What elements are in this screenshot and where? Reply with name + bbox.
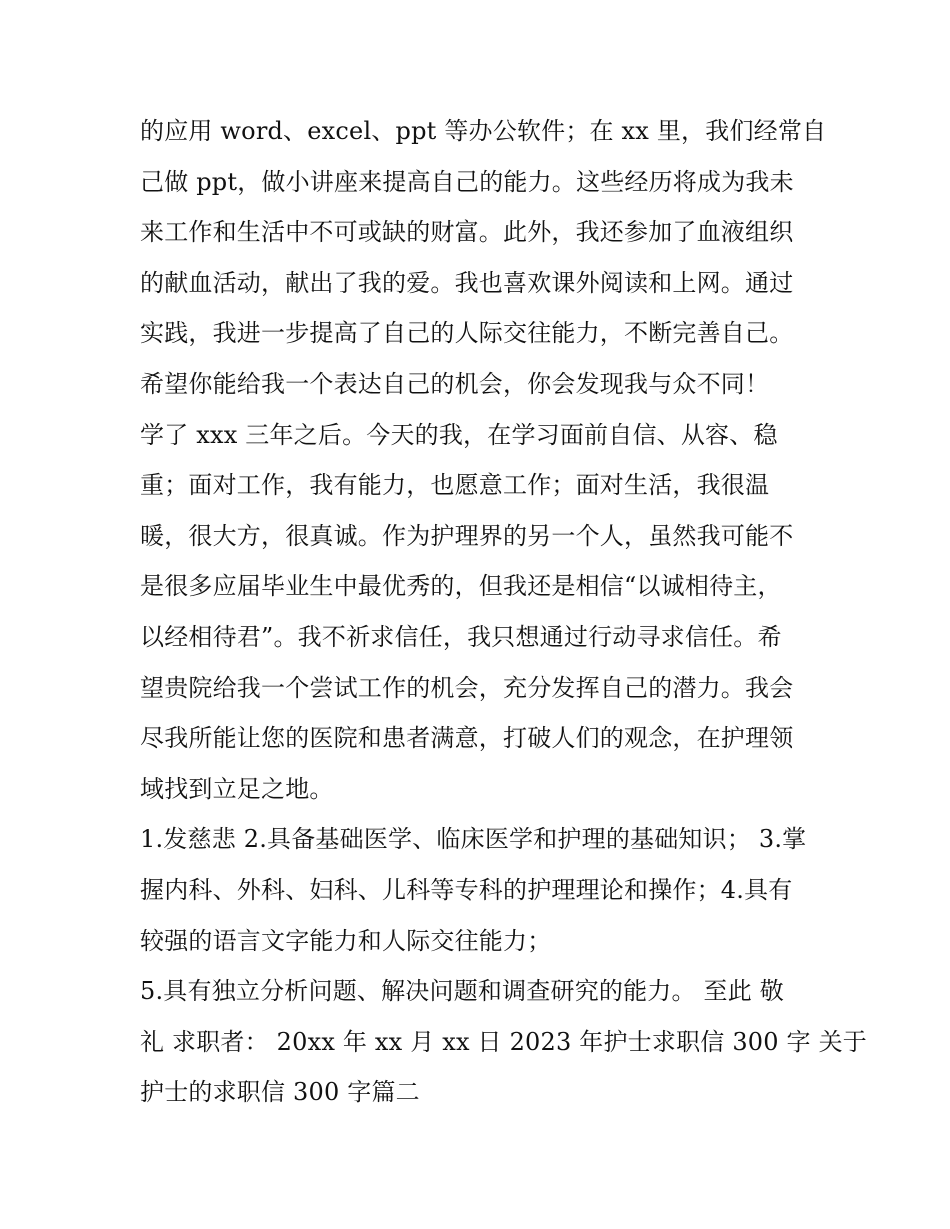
- text-line: 学了 xxx 三年之后。今天的我，在学习面前自信、从容、稳: [140, 420, 778, 449]
- text-line: 望贵院给我一个尝试工作的机会，充分发挥自己的潜力。我会: [140, 673, 794, 702]
- text-line: 来工作和生活中不可或缺的财富。此外，我还参加了血液组织: [140, 218, 794, 247]
- text-line: 实践，我进一步提高了自己的人际交往能力，不断完善自己。: [140, 319, 794, 348]
- text-line: 希望你能给我一个表达自己的机会，你会发现我与众不同！: [140, 369, 770, 398]
- text-line: 己做 ppt，做小讲座来提高自己的能力。这些经历将成为我未: [140, 167, 794, 196]
- text-line: 以经相待君”。我不祈求信任，我只想通过行动寻求信任。希: [140, 622, 782, 651]
- text-line: 5.具有独立分析问题、解决问题和调查研究的能力。 至此 敬: [140, 977, 784, 1006]
- text-line: 尽我所能让您的医院和患者满意，打破人们的观念，在护理领: [140, 724, 794, 753]
- text-line: 礼 求职者： 20xx 年 xx 月 xx 日 2023 年护士求职信 300 字 关于: [140, 1027, 867, 1056]
- text-line: 是很多应届毕业生中最优秀的，但我还是相信“以诚相待主，: [140, 572, 782, 601]
- text-line: 域找到立足之地。: [140, 774, 334, 803]
- text-line: 暖，很大方，很真诚。作为护理界的另一个人，虽然我可能不: [140, 521, 794, 550]
- document-body: [140, 106, 867, 1118]
- text-line: 护士的求职信 300 字篇二: [140, 1078, 420, 1107]
- text-line: 的应用 word、excel、ppt 等办公软件；在 xx 里，我们经常自: [140, 117, 827, 145]
- text-line: 握内科、外科、妇科、儿科等专科的护理理论和操作；4.具有: [140, 875, 793, 904]
- text-line: 的献血活动，献出了我的爱。我也喜欢课外阅读和上网。通过: [140, 268, 794, 297]
- text-line: 重；面对工作，我有能力，也愿意工作；面对生活，我很温: [140, 471, 770, 500]
- text-line: 1.发慈悲 2.具备基础医学、临床医学和护理的基础知识； 3.掌: [140, 825, 807, 854]
- text-line: 较强的语言文字能力和人际交往能力；: [140, 926, 552, 955]
